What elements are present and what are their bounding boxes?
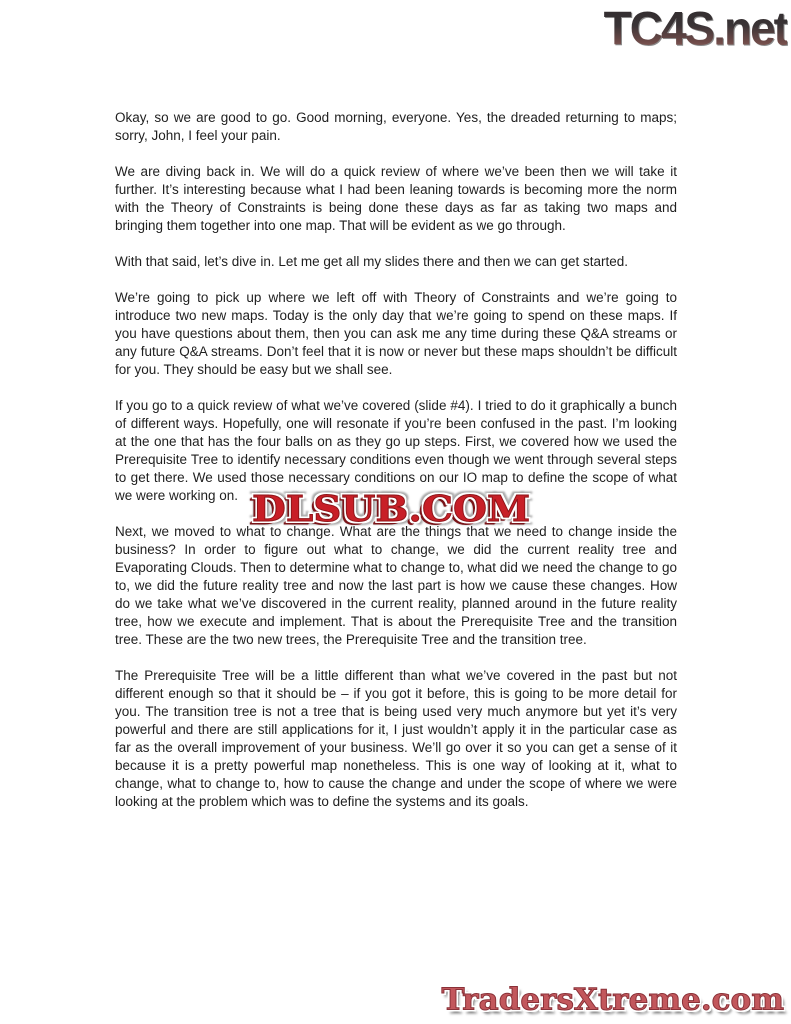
paragraph-4: We’re going to pick up where we left off with Theory of Constraints and we’re going to introduce two new maps. Today is the only day that we’re going to spend on these maps. If you have questions about them, then you can ask me any time during these Q&A streams or any future Q&A streams. Don’t feel that it is now or never but these maps shouldn’t be difficult for you. They should be easy but we shall see. <box>115 290 677 377</box>
paragraph-5: If you go to a quick review of what we’ve covered (slide #4). I tried to do it graphically a bunch of different ways. Hopefully, one will resonate if you’re been confused in the past. I’m looking at the one that has the four balls on as they go up steps. First, we covered how we used the Prerequisite Tree to identify necessary conditions even though we went through several steps to get there. We used those necessary conditions on our IO map to define the scope of what we were working on. <box>115 398 677 503</box>
dlsub-watermark: DLSUB.COM <box>252 487 531 531</box>
paragraph-3: With that said, let’s dive in. Let me get all my slides there and then we can get started. <box>115 254 629 269</box>
paragraph-1: Okay, so we are good to go. Good morning, everyone. Yes, the dreaded returning to maps; sorry, John, I feel your pain. <box>115 110 677 143</box>
paragraph-6: Next, we moved to what to change. What are the things that we need to change inside the business? In order to figure out what to change, we did the current reality tree and Evaporating Clouds. Then to determine what to change to, what did we need the change to go to, we did the future reality tree and now the last part is how we cause these changes. How do we take what we’ve discovered in the current reality, planned around in the future reality tree, how we execute and implement. That is about the Prerequisite Tree and the transition tree. These are the two new trees, the Prerequisite Tree and the transition tree. <box>115 524 677 647</box>
paragraph-7: The Prerequisite Tree will be a little different than what we’ve covered in the past but not different enough so that it should be – if you got it before, this is going to be more detail for you. The transition tree is not a tree that is being used very much anymore but yet it’s very powerful and there are still applications for it, I just wouldn’t apply it in the particular case as far as the overall improvement of your business. We’ll go over it so you can get a sense of it because it is a pretty powerful map nonetheless. This is one way of looking at it, what to change, what to change to, how to cause the change and under the scope of where we were looking at the problem which was to define the systems and its goals. <box>115 668 677 809</box>
tradersxtreme-logo: TradersXtreme.com <box>441 982 784 1018</box>
paragraph-2: We are diving back in. We will do a quick review of where we’ve been then we will take it further. It’s interesting because what I had been leaning towards is becoming more the norm with the Theory of Constraints is being done these days as far as taking two maps and bringing them together into one map. That will be evident as we go through. <box>115 164 677 233</box>
transcript-text <box>115 109 677 811</box>
tc4s-logo: TC4S.net <box>603 1 787 55</box>
